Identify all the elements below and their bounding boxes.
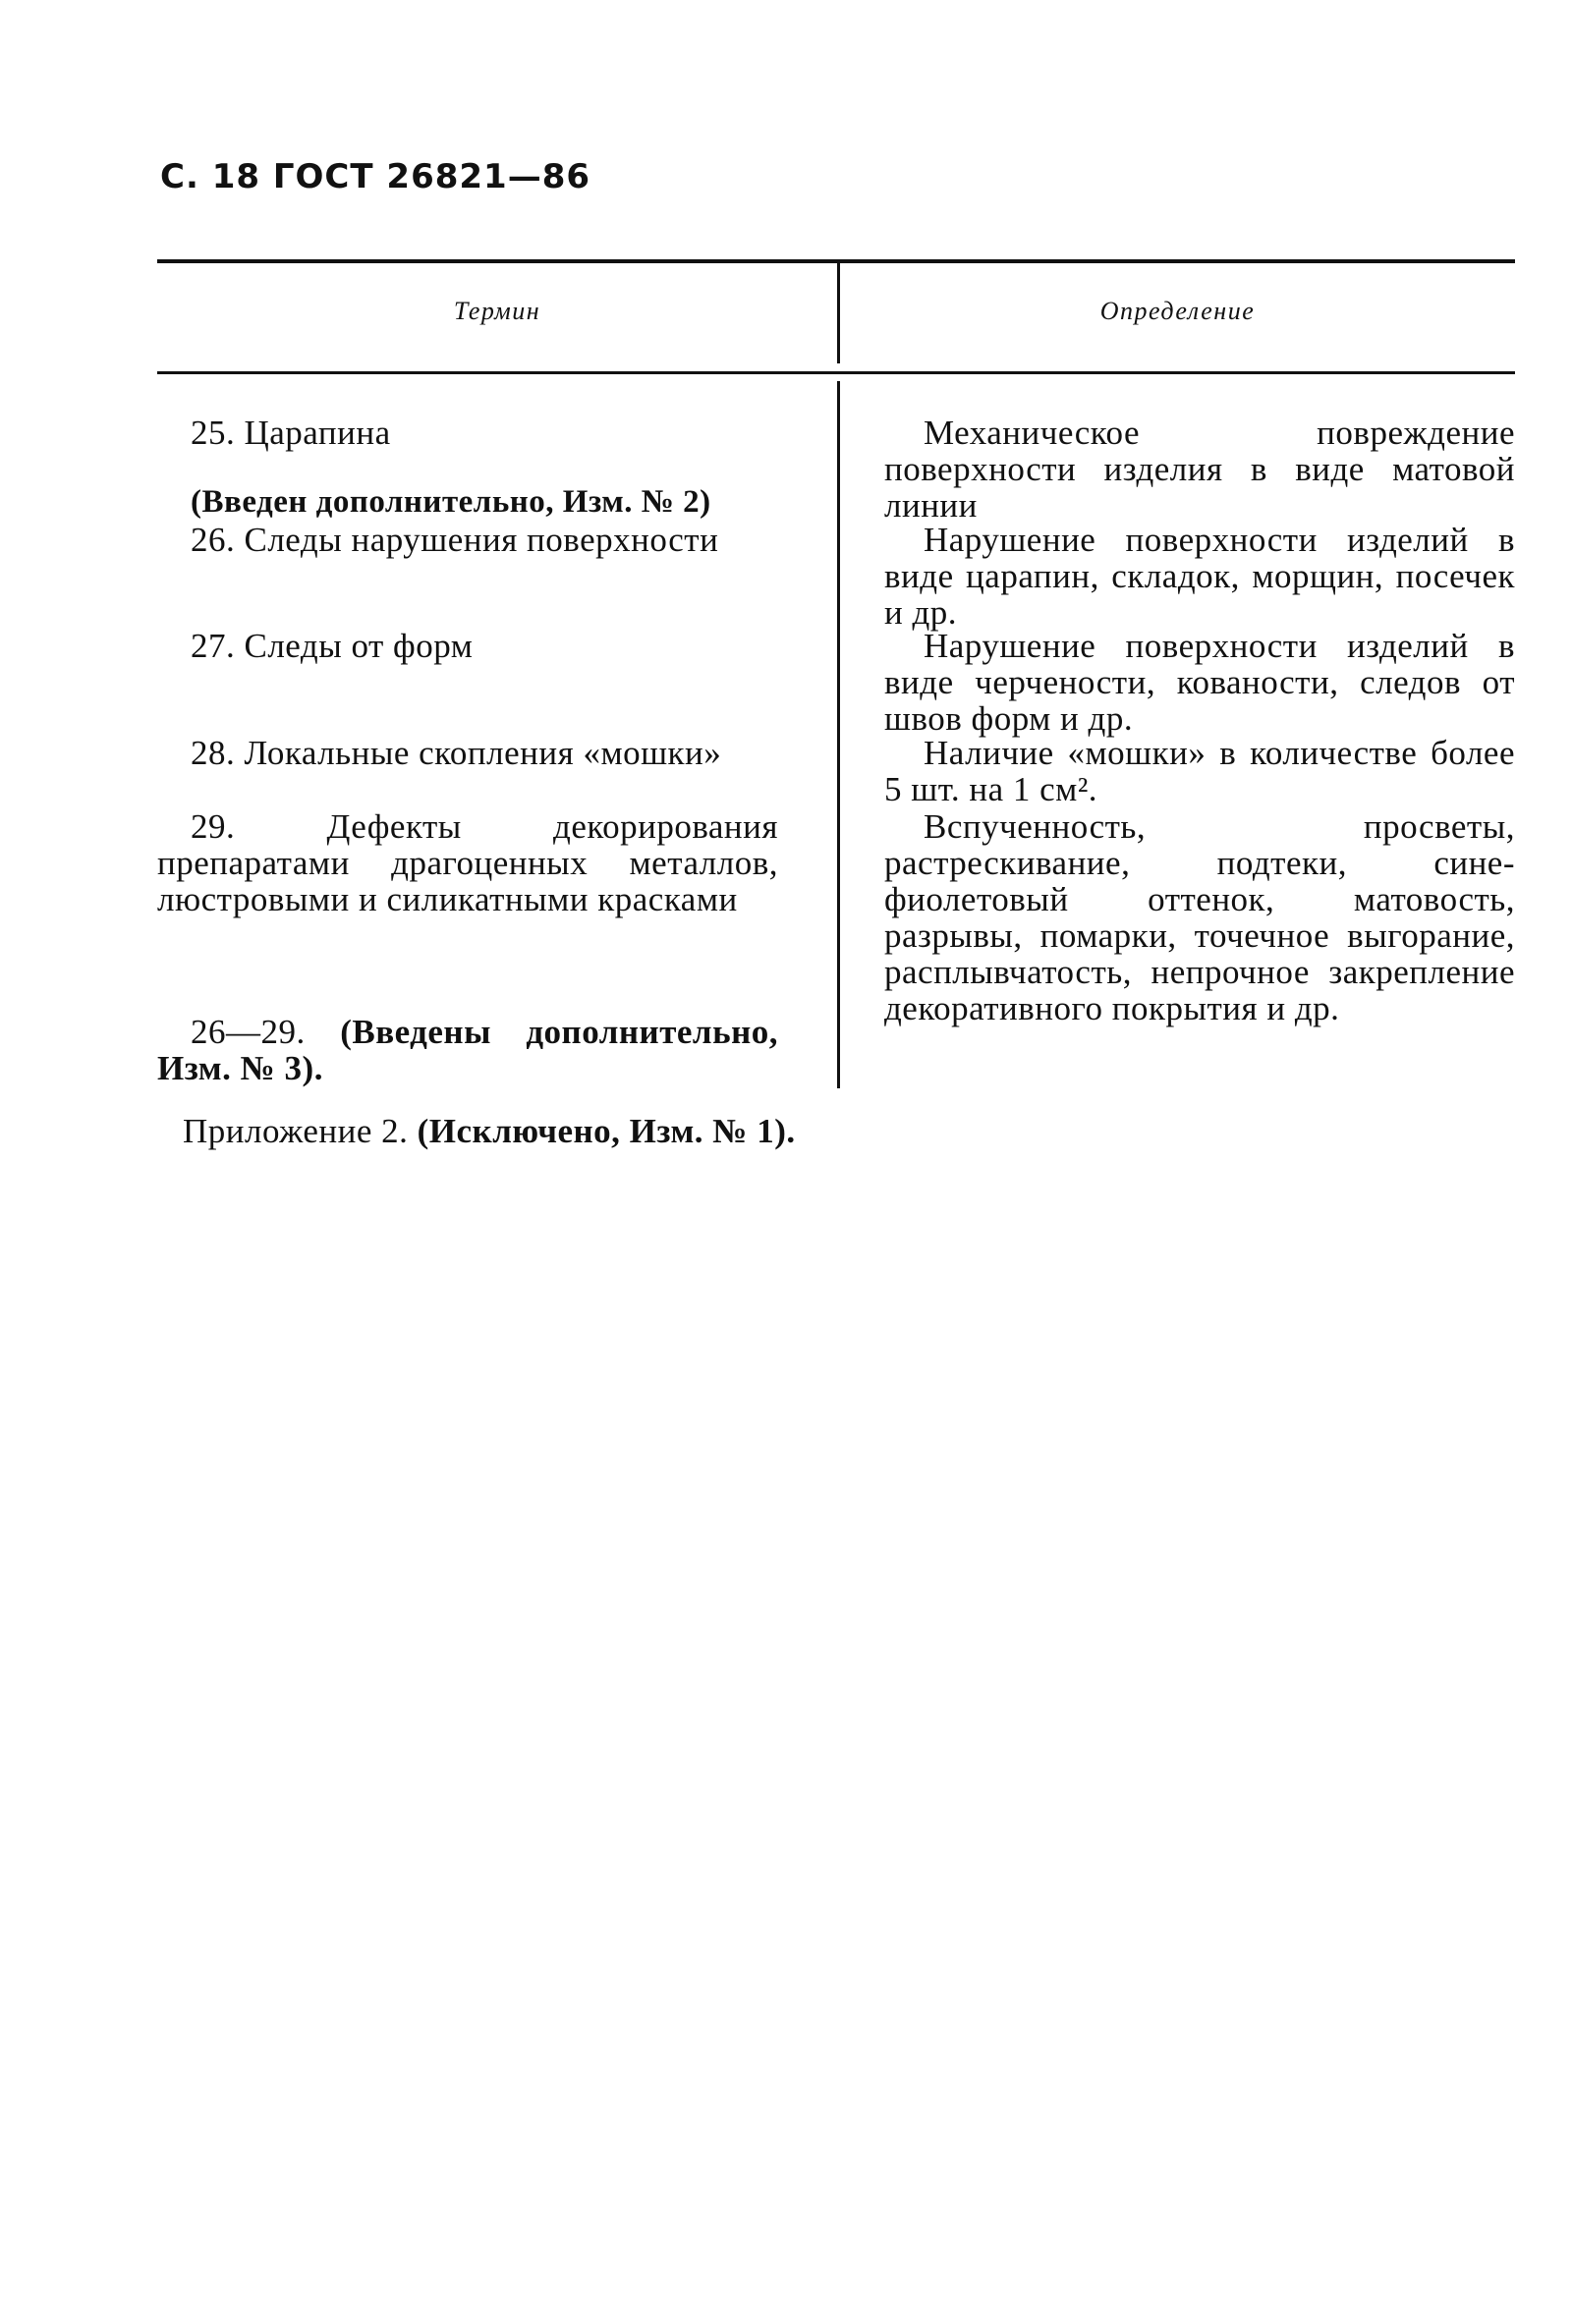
term-27: 27. Следы от форм: [191, 627, 474, 665]
term-28: 28. Локальные скопления «мошки»: [191, 734, 722, 772]
term-25: 25. Царапина: [191, 414, 391, 452]
definition-29: Вспученность, просветы, растрескивание, подтеки, сине-фиолетовый оттенок, матовость, разрывы, помарки, точечное выгорание, расплывчатость, непрочное закрепление декоративного покрытия и др.: [884, 807, 1515, 1027]
column-header-term: Термин: [453, 297, 541, 325]
amendment-note-2: (Введен дополнительно, Изм. № 2): [191, 484, 711, 520]
term-29: 29. Дефекты декорирования препаратами драгоценных металлов, люстровыми и силикатными красками: [157, 807, 778, 918]
term-26: 26. Следы нарушения поверхности: [191, 521, 719, 559]
amendment-note-3: [157, 1014, 778, 1086]
definition-28: Наличие «мошки» в количестве более 5 шт. на 1 см².: [884, 734, 1515, 808]
table-top-rule: [157, 259, 1515, 263]
appendix-excluded-note: (Исключено, Изм. № 1).: [417, 1112, 796, 1150]
appendix-label: Приложение 2.: [183, 1112, 409, 1150]
column-divider-body: [837, 381, 840, 1088]
amendment-note-3-text: (Введены дополнительно, Изм. № 3).: [157, 1013, 778, 1087]
column-header-definition: Определение: [1099, 297, 1256, 325]
page-header: С. 18 ГОСТ 26821—86: [160, 157, 591, 196]
definition-25: Механическое повреждение поверхности изделия в виде матовой линии: [884, 414, 1515, 525]
appendix-note: [183, 1112, 796, 1151]
definition-26: Нарушение поверхности изделий в виде царапин, складок, морщин, посечек и др.: [884, 521, 1515, 632]
amendment-note-3-range: 26—29.: [191, 1013, 306, 1051]
definition-27: Нарушение поверхности изделий в виде черчености, кованости, следов от швов форм и др.: [884, 627, 1515, 738]
table-header-rule: [157, 371, 1515, 374]
